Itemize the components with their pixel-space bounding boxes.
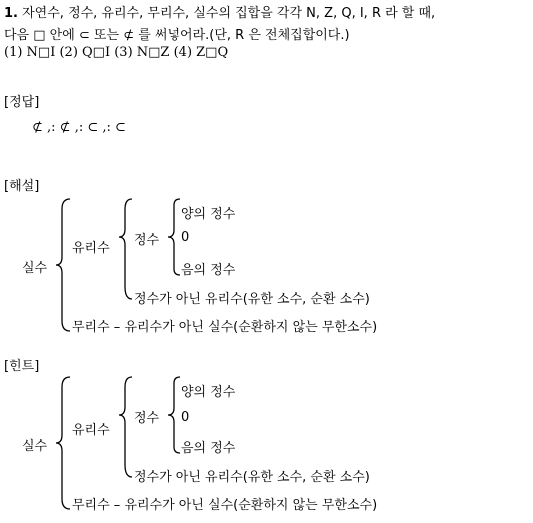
integer-label: 정수 — [134, 233, 160, 248]
hint-header: [힌트] — [4, 359, 40, 374]
integer-label: 정수 — [134, 411, 160, 426]
question-line-1 — [4, 2, 435, 21]
positive-integer-label: 양의 정수 — [181, 207, 236, 222]
rational-label: 유리수 — [72, 241, 110, 256]
answer-text: ⊄ ,: ⊄ ,: ⊂ ,: ⊂ — [32, 120, 126, 135]
irrational-label: 무리수 – 유리수가 아닌 실수(순환하지 않는 무한소수) — [72, 498, 378, 513]
non-integer-rational-label: 정수가 아닌 유리수(유한 소수, 순환 소수) — [134, 470, 370, 485]
real-label: 실수 — [22, 439, 48, 454]
question-number: 1. — [4, 6, 18, 21]
zero-label: 0 — [181, 410, 190, 425]
real-label: 실수 — [22, 261, 48, 276]
irrational-label: 무리수 – 유리수가 아닌 실수(순환하지 않는 무한소수) — [72, 320, 378, 335]
answer-header: [정답] — [4, 95, 40, 110]
negative-integer-label: 음의 정수 — [181, 441, 236, 456]
explanation-tree — [0, 195, 533, 345]
explanation-header: [해설] — [4, 179, 40, 194]
question-text-1: 자연수, 정수, 유리수, 무리수, 실수의 집합을 각각 N, Z, Q, I, R 라 할 때, — [22, 6, 436, 21]
question-line-2: 다음 □ 안에 ⊂ 또는 ⊄ 를 써넣어라.(단, R 은 전체집합이다.) — [4, 28, 350, 43]
zero-label: 0 — [181, 230, 190, 245]
hint-tree — [0, 373, 533, 523]
non-integer-rational-label: 정수가 아닌 유리수(유한 소수, 순환 소수) — [134, 292, 370, 307]
rational-label: 유리수 — [72, 423, 110, 438]
negative-integer-label: 음의 정수 — [181, 263, 236, 278]
question-line-3: (1) N□I (2) Q□I (3) N□Z (4) Z□Q — [4, 45, 229, 60]
positive-integer-label: 양의 정수 — [181, 385, 236, 400]
